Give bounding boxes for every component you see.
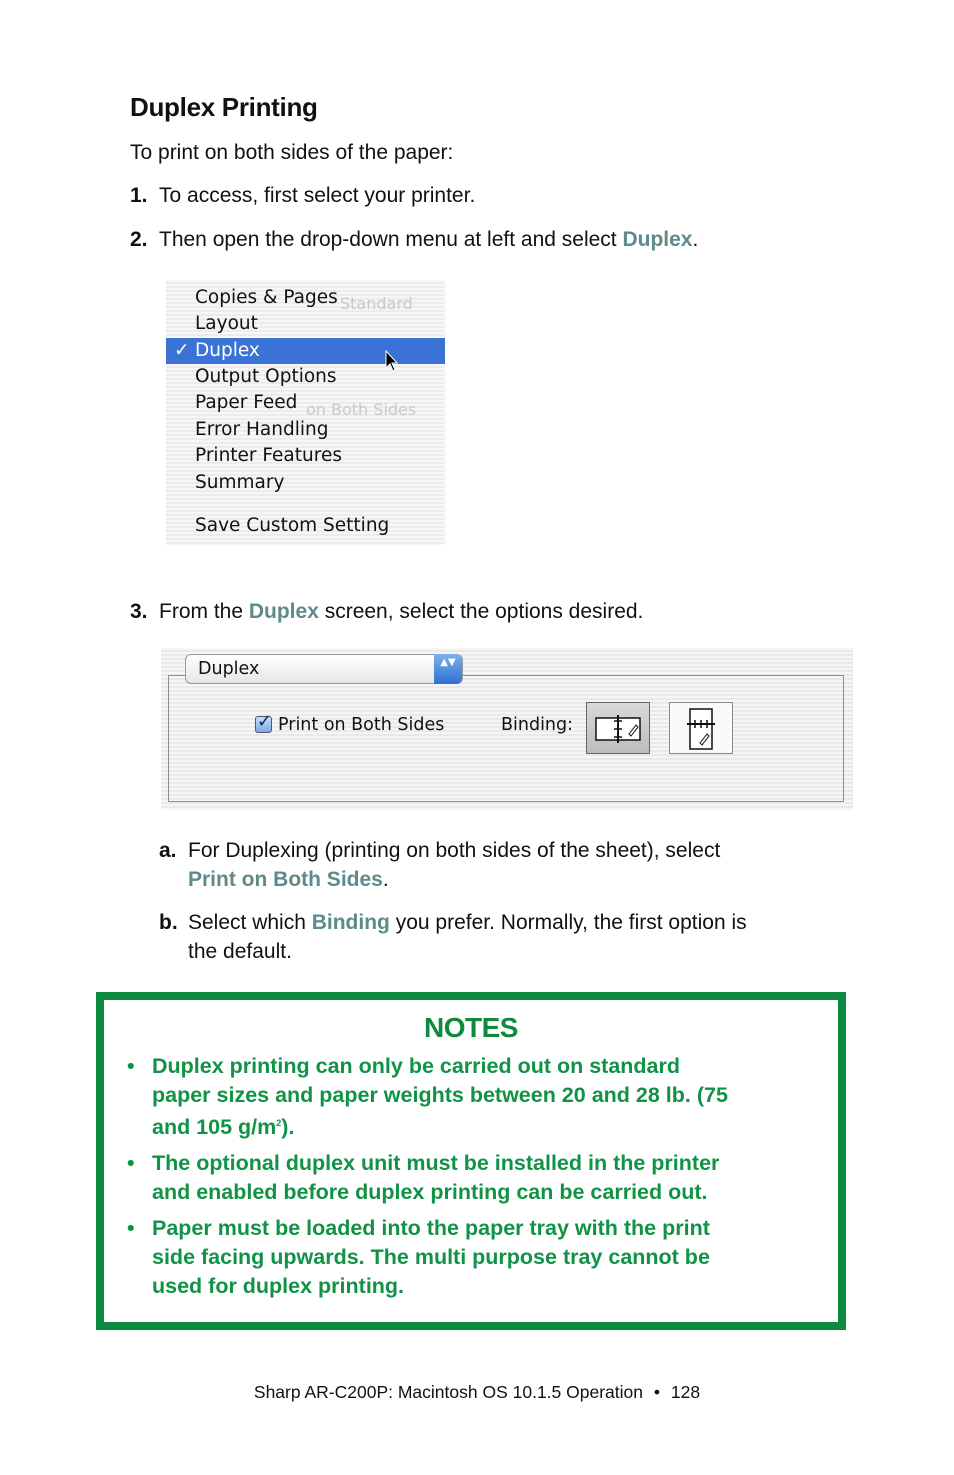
menu-item-save-custom-setting[interactable]: Save Custom Setting xyxy=(195,515,390,536)
step-number: 3. xyxy=(130,600,148,623)
step-1 xyxy=(130,181,475,210)
menu-item-duplex[interactable]: ✓ Duplex xyxy=(166,338,445,364)
menu-item-output-options[interactable]: Output Options xyxy=(195,366,337,387)
step-2 xyxy=(130,225,698,254)
note-line-end: ). xyxy=(281,1115,295,1139)
bullet: • xyxy=(127,1216,135,1240)
duplex-settings-panel xyxy=(161,648,853,810)
printer-dialog-menu xyxy=(166,280,445,545)
binding-short-edge-icon xyxy=(670,703,734,755)
note-line: paper sizes and paper weights between 20 and 28 lb. (75 xyxy=(152,1083,728,1107)
intro-text: To print on both sides of the paper: xyxy=(130,141,454,164)
footer-separator: • xyxy=(653,1382,661,1402)
bullet: • xyxy=(127,1151,135,1175)
menu-item-summary[interactable]: Summary xyxy=(195,472,285,493)
note-line: The optional duplex unit must be installed in the printer xyxy=(152,1151,720,1175)
step-text: Then open the drop-down menu at left and select xyxy=(159,228,623,251)
checkbox-label: Print on Both Sides xyxy=(278,715,445,735)
panel-group-box xyxy=(168,675,844,802)
substep-b xyxy=(159,908,747,966)
substep-letter: a. xyxy=(159,839,177,862)
popup-value: Duplex xyxy=(198,659,260,679)
note-line: Paper must be loaded into the paper tray with the print xyxy=(152,1216,710,1240)
substep-letter: b. xyxy=(159,911,178,934)
step-text: From the xyxy=(159,600,249,623)
page-number: 128 xyxy=(670,1382,701,1402)
step-text: To access, first select your printer. xyxy=(159,184,476,207)
substep-text-mid: you prefer. Normally, the first option is xyxy=(389,911,747,934)
substep-text: Select which xyxy=(188,911,312,934)
step-text-end: screen, select the options desired. xyxy=(318,600,644,623)
step-text-end: . xyxy=(692,228,699,251)
substep-text-end: . xyxy=(382,868,389,891)
bullet: • xyxy=(127,1054,135,1078)
binding-long-edge-icon xyxy=(587,703,651,755)
notes-title: NOTES xyxy=(424,1012,518,1043)
mouse-cursor-icon xyxy=(384,350,400,374)
ghost-text: on Both Sides xyxy=(306,400,417,419)
note-line: side facing upwards. The multi purpose tray cannot be xyxy=(152,1245,710,1269)
highlight-term: Binding xyxy=(311,911,390,934)
note-line: and enabled before duplex printing can be carried out. xyxy=(152,1180,708,1204)
superscript: 2 xyxy=(276,1117,282,1128)
menu-item-layout[interactable]: Layout xyxy=(195,313,258,334)
page-footer xyxy=(0,1382,954,1403)
note-item xyxy=(127,1214,812,1301)
step-number: 1. xyxy=(130,184,148,207)
menu-item-paper-feed[interactable]: Paper Feed xyxy=(195,392,298,413)
checkmark-icon: ✓ xyxy=(257,711,273,732)
substep-text: For Duplexing (printing on both sides of the sheet), select xyxy=(188,839,721,862)
duplex-popup-menu[interactable] xyxy=(185,654,463,684)
note-line: used for duplex printing. xyxy=(152,1274,405,1298)
step-3 xyxy=(130,597,643,626)
highlight-term: Duplex xyxy=(622,228,693,251)
checkmark-icon: ✓ xyxy=(174,340,190,361)
note-line: Duplex printing can only be carried out on standard xyxy=(152,1054,681,1078)
menu-item-error-handling[interactable]: Error Handling xyxy=(195,419,329,440)
notes-box xyxy=(96,992,846,1330)
step-number: 2. xyxy=(130,228,148,251)
menu-item-copies-pages[interactable]: Copies & Pages xyxy=(195,287,338,308)
substep-a xyxy=(159,836,720,894)
page-heading: Duplex Printing xyxy=(130,92,318,122)
ghost-text: Standard xyxy=(340,294,413,313)
note-item xyxy=(127,1149,812,1207)
binding-label: Binding: xyxy=(501,715,574,735)
binding-long-edge-button[interactable] xyxy=(586,702,650,754)
highlight-term: Print on Both Sides xyxy=(188,868,383,891)
binding-short-edge-button[interactable] xyxy=(669,702,733,754)
substep-text-end: the default. xyxy=(188,940,292,963)
note-item xyxy=(127,1052,812,1142)
menu-item-printer-features[interactable]: Printer Features xyxy=(195,445,342,466)
popup-arrows-icon: ▲▼ xyxy=(434,654,462,684)
note-line: and 105 g/m xyxy=(152,1115,277,1139)
highlight-term: Duplex xyxy=(248,600,319,623)
print-on-both-sides-checkbox[interactable] xyxy=(255,711,273,733)
footer-text: Sharp AR-C200P: Macintosh OS 10.1.5 Operation xyxy=(253,1382,643,1402)
